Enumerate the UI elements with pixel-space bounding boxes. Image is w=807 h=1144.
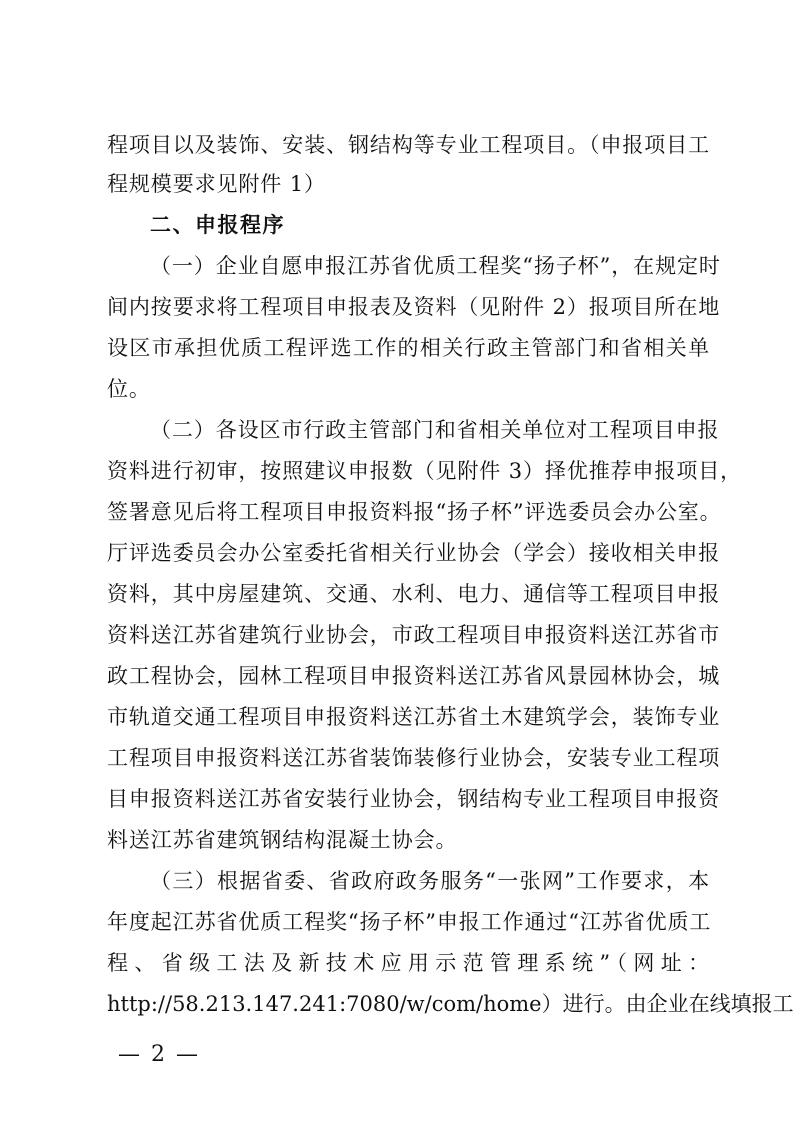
section-heading: 二、申报程序 [150,213,285,237]
body-text-line: 资料送江苏省建筑行业协会，市政工程项目申报资料送江苏省市 [107,623,721,647]
body-text-line: 签署意见后将工程项目申报资料报“扬子杯”评选委员会办公室。 [107,500,722,524]
body-text-line: 程项目以及装饰、安装、钢结构等专业工程项目。（申报项目工 [107,133,710,157]
body-text-line: 资料进行初审，按照建议申报数（见附件 3）择优推荐申报项目， [107,459,743,483]
body-text-line: 工程项目申报资料送江苏省装饰装修行业协会，安装专业工程项 [107,746,721,770]
body-text-line: 位。 [107,377,151,401]
body-text-line: 市轨道交通工程项目申报资料送江苏省土木建筑学会，装饰专业 [107,705,721,729]
page-number: — 2 — [118,1042,200,1067]
body-text-line: 间内按要求将工程项目申报表及资料（见附件 2）报项目所在地 [107,295,721,319]
paragraph-first-line: （三）根据省委、省政府政务服务“一张网”工作要求，本 [150,869,710,893]
body-text-line: 目申报资料送江苏省安装行业协会，钢结构专业工程项目申报资 [107,787,721,811]
body-text-line: 程、省级工法及新技术应用示范管理系统”（网址： [107,951,710,975]
body-text-line: 厅评选委员会办公室委托省相关行业协会（学会）接收相关申报 [107,541,721,565]
paragraph-first-line: （一）企业自愿申报江苏省优质工程奖“扬子杯”，在规定时 [150,254,721,278]
body-text-line: 资料，其中房屋建筑、交通、水利、电力、通信等工程项目申报 [107,582,721,606]
body-text-line: 设区市承担优质工程评选工作的相关行政主管部门和省相关单 [107,336,710,360]
body-text-line: 年度起江苏省优质工程奖“扬子杯”申报工作通过“江苏省优质工 [107,910,712,934]
body-text-line: 程规模要求见附件 1） [107,172,326,196]
body-text-line: http://58.213.147.241:7080/w/com/home）进行。由企业在线填报工 [107,992,794,1016]
body-text-line: 政工程协会，园林工程项目申报资料送江苏省风景园林协会，城 [107,664,721,688]
paragraph-first-line: （二）各设区市行政主管部门和省相关单位对工程项目申报 [150,418,720,442]
body-text-line: 料送江苏省建筑钢结构混凝土协会。 [107,828,458,852]
